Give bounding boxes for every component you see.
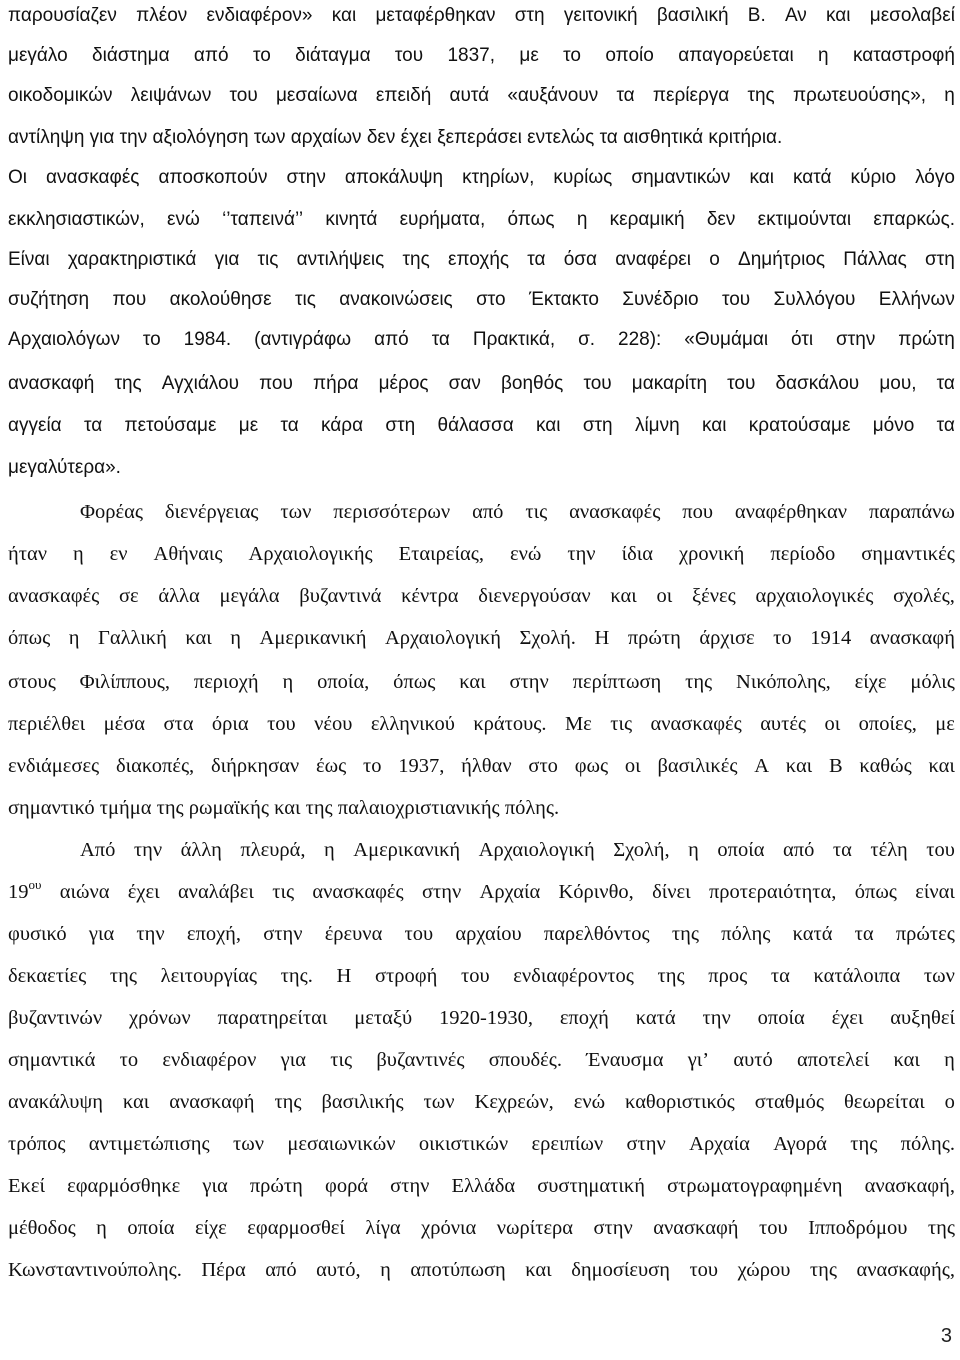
text-line: όπως η Γαλλική και η Αμερικανική Αρχαιολογική Σχολή. Η πρώτη άρχισε το 1914 ανασκαφή (8, 627, 955, 649)
text-line: περιέλθει μέσα στα όρια του νέου ελληνικού κράτους. Με τις ανασκαφές αυτές οι οποίες, με (8, 713, 955, 735)
text-line: Κωνσταντινούπολης. Πέρα από αυτό, η αποτύπωση και δημοσίευση του χώρου της ανασκαφής, (8, 1259, 955, 1281)
text-line: ανασκαφές σε άλλα μεγάλα βυζαντινά κέντρα διενεργούσαν και οι ξένες αρχαιολογικές σχολές, (8, 585, 955, 607)
text-line: ανασκαφή της Αγχιάλου που πήρα μέρος σαν βοηθός του μακαρίτη του δασκάλου μου, τα (8, 373, 955, 394)
text-line: δεκαετίες της λειτουργίας της. Η στροφή του ενδιαφέροντος της προς τα κατάλοιπα των (8, 965, 955, 987)
text-line: Εκεί εφαρμόσθηκε για πρώτη φορά στην Ελλάδα συστηματική στρωματογραφημένη ανασκαφή, (8, 1175, 955, 1197)
text-line: αγγεία τα πετούσαμε με τα κάρα στη θάλασσα και στη λίμνη και κρατούσαμε μόνο τα (8, 415, 955, 436)
text-line: σημαντικά το ενδιαφέρον για τις βυζαντινές σπουδές. Έναυσμα γι’ αυτό αποτελεί και η (8, 1049, 955, 1071)
text-line: ενδιάμεσες διακοπές, διήρκησαν έως το 1937, ήλθαν στο φως οι βασιλικές Α και Β καθώς και (8, 755, 955, 777)
text-line: εκκλησιαστικών, ενώ ‘’ταπεινά’’ κινητά ευρήματα, όπως η κεραμική δεν εκτιμούνται επαρκώς. (8, 209, 955, 230)
text-line: Οι ανασκαφές αποσκοπούν στην αποκάλυψη κτηρίων, κυρίως σημαντικών και κατά κύριο λόγο (8, 167, 955, 188)
text-line: τρόπος αντιμετώπισης των μεσαιωνικών οικιστικών ερειπίων στην Αρχαία Αγορά της πόλης. (8, 1133, 955, 1155)
text-line: Αρχαιολόγων το 1984. (αντιγράφω από τα Πρακτικά, σ. 228): «Θυμάμαι ότι στην πρώτη (8, 329, 955, 350)
text-line: ήταν η εν Αθήναις Αρχαιολογικής Εταιρείας, ενώ την ίδια χρονική περίοδο σημαντικές (8, 543, 955, 565)
text-line: στους Φιλίππους, περιοχή η οποία, όπως και στην περίπτωση της Νικόπολης, είχε μόλις (8, 671, 955, 693)
text-line: Είναι χαρακτηριστικά για τις αντιλήψεις της εποχής τα όσα αναφέρει ο Δημήτριος Πάλλας στη (8, 249, 955, 270)
text-line: μέθοδος η οποία είχε εφαρμοσθεί λίγα χρόνια νωρίτερα στην ανασκαφή του Ιπποδρόμου της (8, 1217, 955, 1239)
text-line: οικοδομικών λειψάνων του μεσαίωνα επειδή αυτά «αυξάνουν τα περίεργα της πρωτευούσης», η (8, 85, 955, 106)
text-line: $19^{o\upsilon}$ αιώνα έχει αναλάβει τις ανασκαφές στην Αρχαία Κόρινθο, δίνει προτεραιότητα, όπως είναι (8, 878, 955, 903)
text-line: μεγάλο διάστημα από το διάταγμα του 1837, με το οποίο απαγορεύεται η καταστροφή (8, 45, 955, 66)
text-line: συζήτηση που ακολούθησε τις ανακοινώσεις στο Έκτακτο Συνέδριο του Συλλόγου Ελλήνων (8, 289, 955, 310)
text-line: Φορέας διενέργειας των περισσότερων από τις ανασκαφές που αναφέρθηκαν παραπάνω (80, 501, 955, 523)
text-line: αντίληψη για την αξιολόγηση των αρχαίων δεν έχει ξεπεράσει εντελώς τα αισθητικά κριτήρια. (8, 127, 783, 148)
text-line: ανακάλυψη και ανασκαφή της βασιλικής των Κεχρεών, ενώ καθοριστικός σταθμός θεωρείται ο (8, 1091, 955, 1113)
text-line: βυζαντινών χρόνων παρατηρείται μεταξύ 1920-1930, εποχή κατά την οποία έχει αυξηθεί (8, 1007, 955, 1029)
text-line: φυσικό για την εποχή, στην έρευνα του αρχαίου παρελθόντος της πόλης κατά τα πρώτες (8, 923, 955, 945)
page-number: 3 (940, 1325, 952, 1347)
text-line: μεγαλύτερα». (8, 457, 121, 478)
text-line: Από την άλλη πλευρά, η Αμερικανική Αρχαιολογική Σχολή, η οποία από τα τέλη του (80, 839, 955, 861)
text-line: παρουσίαζεν πλέον ενδιαφέρον» και μεταφέρθηκαν στη γειτονική βασιλική Β. Αν και μεσολαβεί (8, 5, 955, 26)
text-line: σημαντικό τμήμα της ρωμαϊκής και της παλαιοχριστιανικής πόλης. (8, 797, 560, 819)
